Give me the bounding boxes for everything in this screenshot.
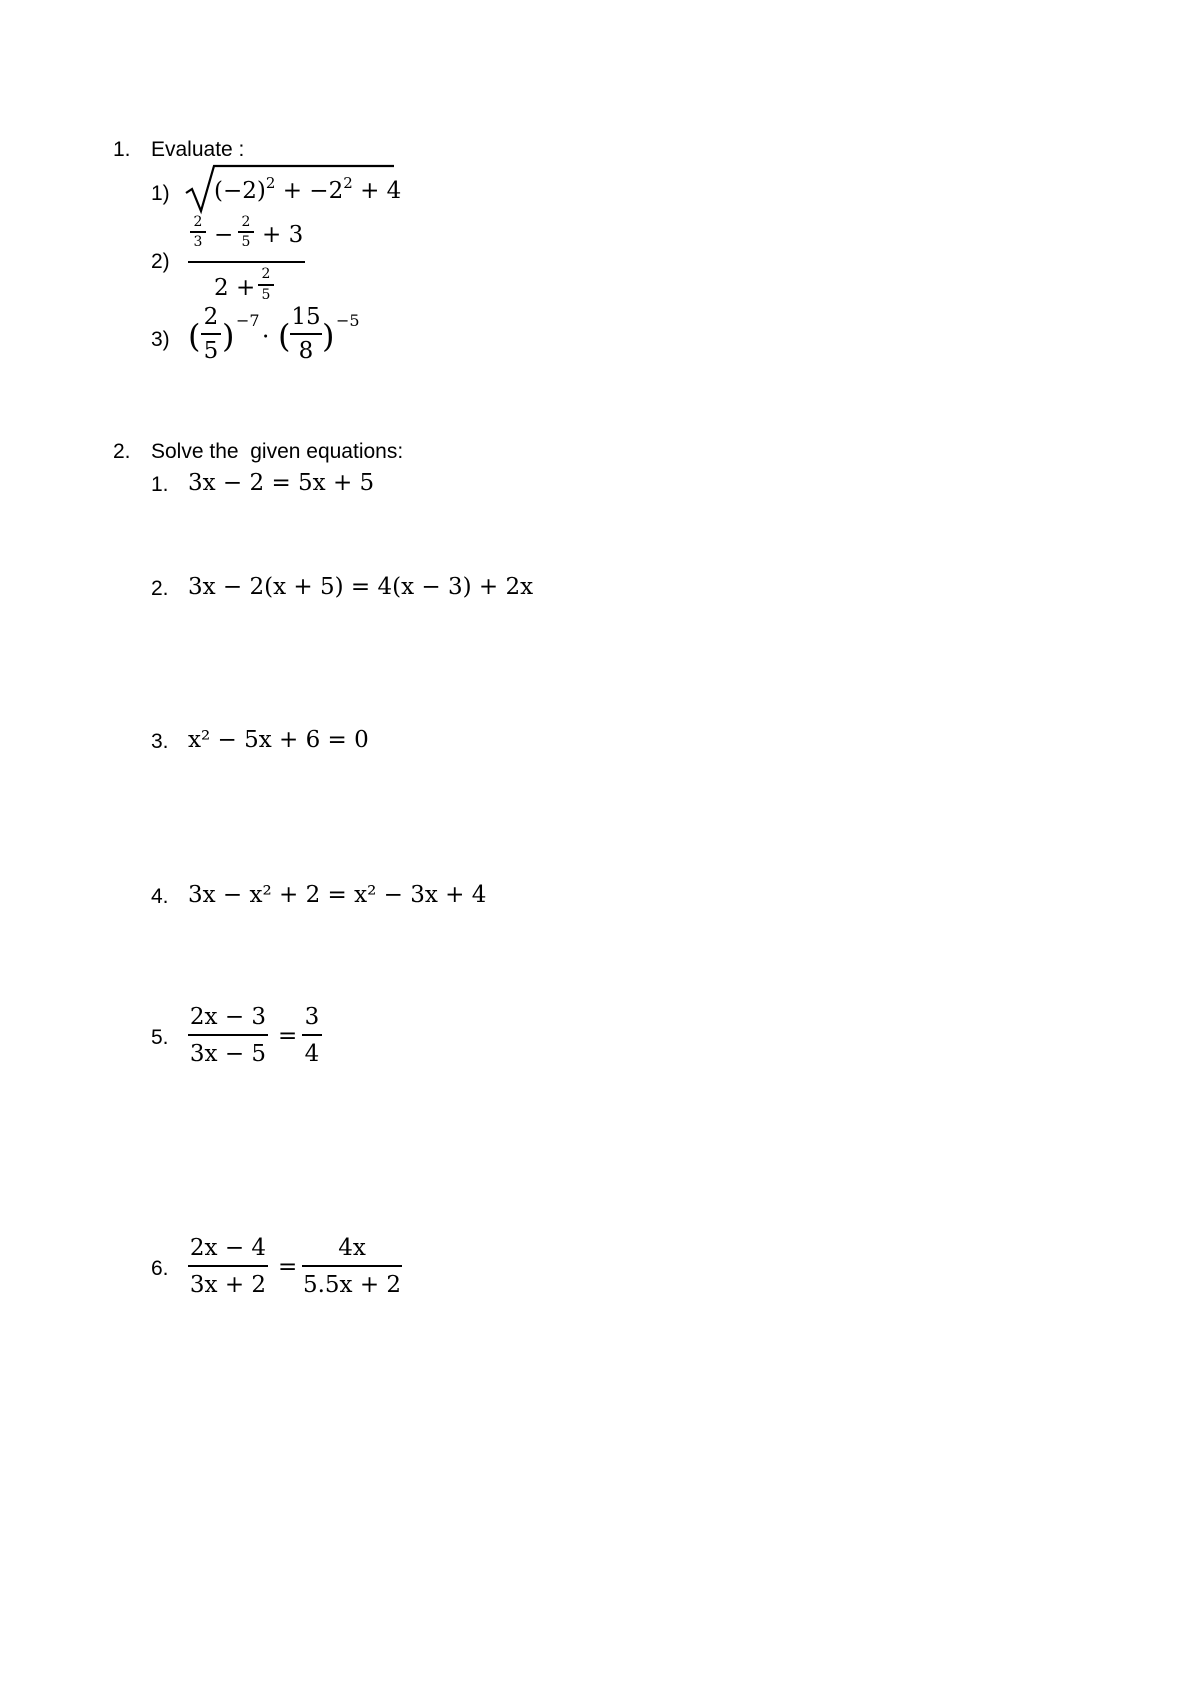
paren-open-2: ( bbox=[278, 317, 291, 355]
item-1-3-label: 3) bbox=[151, 328, 170, 351]
d-frac-den: 5 bbox=[261, 287, 271, 303]
p2-num: 15 bbox=[291, 304, 321, 330]
n-frac-b-den: 5 bbox=[241, 234, 251, 250]
p1-den: 5 bbox=[203, 338, 219, 364]
section-1-heading: Evaluate : bbox=[151, 138, 245, 161]
eq-6-lhs-numerator: 2x − 4 bbox=[189, 1235, 267, 1261]
item-1-1-radicand: $(-2)^2 + -2^2 + 4$ bbox=[214, 174, 402, 204]
p2-den: 8 bbox=[298, 338, 314, 364]
eq-6-rhs-bar bbox=[302, 1265, 402, 1267]
eq-6-rhs-numerator: 4x bbox=[338, 1235, 366, 1261]
item-1-1-label: 1) bbox=[151, 182, 170, 205]
n-frac-b-bar bbox=[238, 231, 254, 233]
section-1-number: 1. bbox=[113, 138, 131, 161]
eq-5-rhs-denominator: 4 bbox=[304, 1041, 320, 1067]
eq-2-label: 2. bbox=[151, 577, 169, 600]
d-frac-bar bbox=[258, 284, 274, 286]
eq-1-expression: 3x − 2 = 5x + 5 bbox=[188, 470, 375, 496]
eq-6-lhs-bar bbox=[188, 1265, 268, 1267]
d-frac-num: 2 bbox=[261, 266, 271, 282]
eq-3-expression: x² − 5x + 6 = 0 bbox=[188, 727, 369, 753]
item-1-2-label: 2) bbox=[151, 250, 170, 273]
dot-operator: · bbox=[262, 324, 270, 350]
main-fraction-bar bbox=[188, 261, 305, 263]
eq-6-rhs-denominator: 5.5x + 2 bbox=[302, 1272, 402, 1298]
n-frac-a-den: 3 bbox=[193, 234, 203, 250]
eq-5-lhs-numerator: 2x − 3 bbox=[189, 1004, 267, 1030]
p1-num: 2 bbox=[203, 304, 219, 330]
eq-1-label: 1. bbox=[151, 473, 169, 496]
p2-bar bbox=[290, 333, 322, 335]
eq-5-equals: = bbox=[278, 1023, 298, 1049]
paren-open-1: ( bbox=[188, 317, 201, 355]
eq-5-rhs-numerator: 3 bbox=[304, 1004, 320, 1030]
eq-5-rhs-bar bbox=[302, 1034, 322, 1036]
eq-6-lhs-denominator: 3x + 2 bbox=[189, 1272, 267, 1298]
n-frac-a-num: 2 bbox=[193, 214, 203, 230]
paren-close-1: ) bbox=[222, 317, 235, 355]
d-two-plus: 2 + bbox=[214, 275, 256, 301]
eq-5-lhs-denominator: 3x − 5 bbox=[189, 1041, 267, 1067]
n-plus-three: + 3 bbox=[262, 222, 304, 248]
eq-4-label: 4. bbox=[151, 885, 169, 908]
eq-6-label: 6. bbox=[151, 1257, 169, 1280]
n-frac-a-bar bbox=[190, 231, 206, 233]
eq-2-expression: 3x − 2(x + 5) = 4(x − 3) + 2x bbox=[188, 574, 534, 600]
section-2-heading: Solve the given equations: bbox=[151, 440, 404, 463]
p1-bar bbox=[201, 333, 221, 335]
exp-2: −5 bbox=[336, 311, 360, 330]
eq-5-lhs-bar bbox=[188, 1034, 268, 1036]
n-frac-b-num: 2 bbox=[241, 214, 251, 230]
eq-6-equals: = bbox=[278, 1254, 298, 1280]
section-2-number: 2. bbox=[113, 440, 131, 463]
eq-3-label: 3. bbox=[151, 730, 169, 753]
exp-1: −7 bbox=[236, 311, 260, 330]
paren-close-2: ) bbox=[322, 317, 335, 355]
eq-5-label: 5. bbox=[151, 1026, 169, 1049]
minus-sign: − bbox=[214, 222, 234, 248]
eq-4-expression: 3x − x² + 2 = x² − 3x + 4 bbox=[188, 882, 487, 908]
